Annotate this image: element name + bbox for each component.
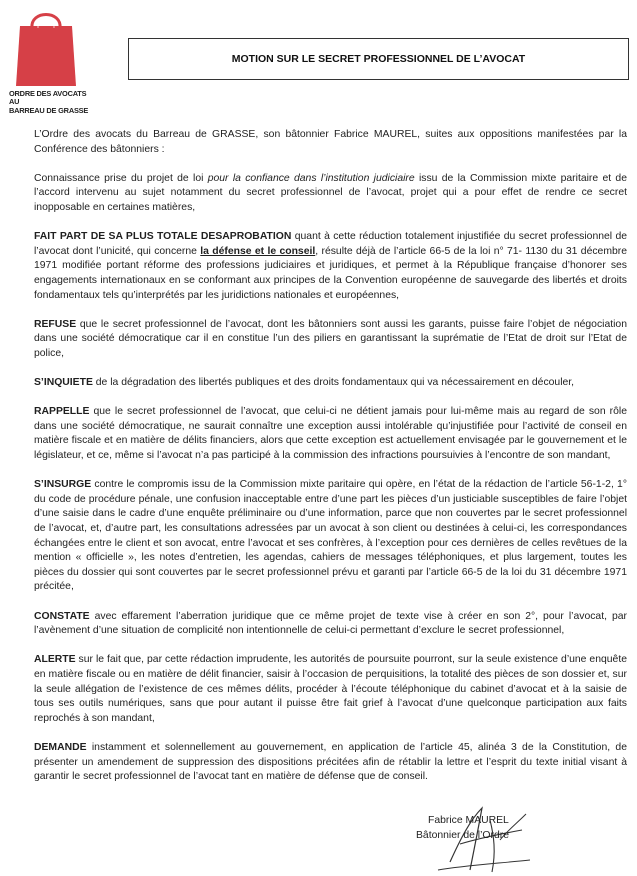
paragraph-5: [34, 376, 627, 391]
motion-keyword: S’INQUIETE: [34, 377, 93, 389]
paragraph-spacer: [34, 362, 627, 377]
document-title: MOTION SUR LE SECRET PROFESSIONNEL DE L’AVOCAT: [128, 38, 629, 80]
paragraph-2: [34, 172, 627, 216]
paragraph-text: , résulte déjà de l’article 66-5 de la loi n° 71- 1130 du 31 décembre 1971 modifiée portant réforme des professions judiciaires et juridiques, et permet à la République française d’honorer ses engagements internationaux en se conformant aux principes de la Convention européenne de sauvegarde des libertés et droits fondamentaux tels qu’interprétés par les juridictions nationales et européennes,: [34, 245, 627, 301]
paragraph-spacer: [34, 726, 627, 741]
paragraph-text: avec effarement l’aberration juridique que ce même projet de texte vise à créer en son 2°, pour l’avocat, par l’avènement d’une situation de complicité non intentionnelle de celui-ci permettant d’exclure le secret professionnel,: [34, 610, 627, 637]
paragraph-text: de la dégradation des libertés publiques et des droits fondamentaux qui va nécessairement en découler,: [92, 377, 575, 389]
paragraph-3: [34, 230, 627, 303]
paragraph-9: [34, 653, 627, 726]
paragraph-spacer: [34, 157, 627, 172]
paragraph-text: sur le fait que, par cette rédaction imprudente, les autorités de poursuite pourront, sur la seule existence d’une enquête en matière fiscale ou en matière de délit financier, saisir à l’occasion de perquisitions, la totalité des pièces de son dossier et, sur la seule allégation de l’existence de ces mêmes délits, procéder à l’écoute téléphonique du cabinet d’avocat et à la saisie de tous ses outils numériques, sans que pour autant il puisse être fait grief à l’avocat d’une quelconque participation aux faits reprochés à son mandant,: [34, 654, 627, 724]
paragraph-6: [34, 405, 627, 463]
paragraph-spacer: [34, 391, 627, 406]
motion-keyword: FAIT PART DE SA PLUS TOTALE DESAPROBATION: [34, 231, 292, 243]
paragraph-text: issu de la Commission mixte paritaire et de l’accord intervenu au sujet notamment du secret professionnel de l’avocat, projet qui a pour effet de rendre ce secret inopposable en certaines matières,: [34, 172, 627, 213]
paragraph-8: [34, 610, 627, 639]
paragraph-text: pour la confiance dans l’institution judiciaire: [207, 172, 415, 184]
paragraph-4: [34, 318, 627, 362]
paragraph-text: contre le compromis issu de la Commission mixte paritaire qui opère, en l’état de la rédaction de l’article 56-1-2, 1° du code de procédure pénale, une confusion inacceptable entre d’une part les pièces d’un justiciable susceptibles de faire l’objet d’une saisie dans le cadre d’une enquête préliminaire ou d’une information, parce que non couvertes par le secret professionnel de l’avocat, et, d’autre part, les consultations adressées par un avocat à son client ou destinées à celui-ci, les correspondances échangées entre le client et son avocat, entre l’avocat et ses confrères, à l’exception pour ces dernières de celles revêtues de la mention « officielle », les notes d’entretien, les agendas, cahiers de messages téléphoniques, et plus largement, toutes les pièces du dossier qui sont couvertes par le secret professionnel prévu et garanti par l’article 66-5 de la loi du 31 décembre 1971 précitée,: [34, 479, 627, 593]
paragraph-text: L’Ordre des avocats du Barreau de GRASSE, son bâtonnier Fabrice MAUREL, suites aux oppositions manifestées par la Conférence des bâtonniers :: [34, 129, 627, 155]
signatory-role: Bâtonnier de l’Ordre: [416, 830, 509, 841]
motion-keyword: CONSTATE: [34, 610, 90, 622]
signatory-name: Fabrice MAUREL: [428, 815, 509, 826]
paragraph-spacer: [34, 464, 627, 479]
paragraph-spacer: [34, 216, 627, 231]
paragraph-text: quant à cette réduction totalement injustifiée du secret professionnel de l’avocat dont l’unicité, qui concerne: [34, 231, 627, 257]
motion-keyword: RAPPELLE: [34, 406, 90, 418]
paragraph-7: [34, 478, 627, 595]
logo-caption: [9, 90, 89, 115]
logo-text-line2: BARREAU DE GRASSE: [9, 105, 89, 115]
motion-keyword: S’INSURGE: [34, 479, 92, 491]
paragraph-1: [34, 128, 627, 157]
paragraph-text: que le secret professionnel de l’avocat, que celui-ci ne détient jamais pour lui-même mais au regard de son rôle dans une société démocratique, ne saurait connaître une exception aussi intolérable qu’injustifiée pour l’activité de conseil en matière fiscale et en matière de délits financiers, alors que cette exception est actuellement envisagée par le gouvernement et le législateur, et ce, même si l’avocat n’a pas participé à la commission des infractions poursuivies à l’encontre de son mandant,: [34, 406, 627, 462]
paragraph-text: que le secret professionnel de l’avocat, dont les bâtonniers sont aussi les garants, puisse faire l’objet de négociation dans une société démocratique car il en constitue l’un des piliers en garantissant la suprématie de l’Etat de droit sur l’Etat de police,: [34, 318, 627, 359]
motion-keyword: DEMANDE: [34, 741, 87, 753]
document-body: [34, 128, 627, 785]
paragraph-10: [34, 741, 627, 785]
paragraph-spacer: [34, 639, 627, 654]
paragraph-text: Connaissance prise du projet de loi: [34, 172, 208, 184]
bar-logo: [6, 4, 89, 115]
motion-keyword: ALERTE: [34, 654, 76, 666]
paragraph-spacer: [34, 303, 627, 318]
bag-logo-icon: [10, 4, 82, 88]
paragraph-text: instamment et solennellement au gouvernement, en application de l’article 45, alinéa 3 de la Constitution, de présenter un amendement de suppression des dispositions précitées afin de rétablir la lettre et l’esprit du texte initial visant à garantir le secret professionnel de l’avocat tant en matière de défense que de conseil.: [34, 741, 627, 783]
paragraph-spacer: [34, 595, 627, 610]
logo-text-line1: ORDRE DES AVOCATS AU: [9, 89, 87, 107]
paragraph-text: la défense et le conseil: [200, 245, 316, 257]
motion-keyword: REFUSE: [34, 318, 77, 330]
